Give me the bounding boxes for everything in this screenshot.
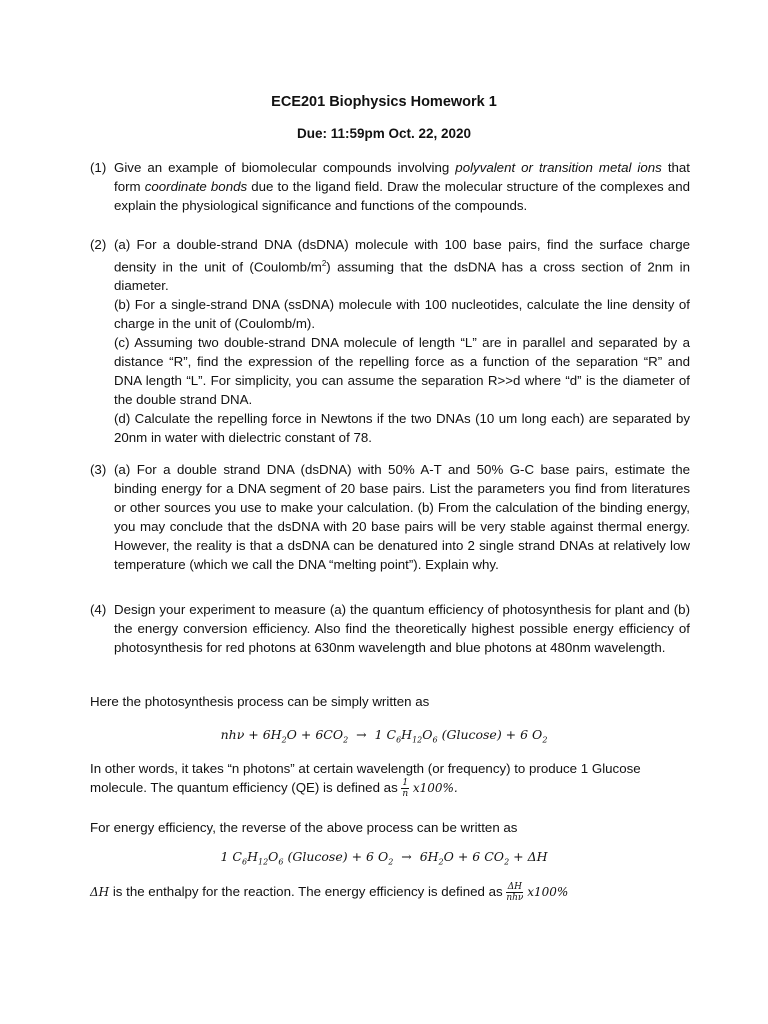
question-text: Give an example of biomolecular compounds involving polyvalent or transition metal ions that form coordinate bonds due to the ligand field. Draw the molecular structure of the complexes and explain the physiological significance and functions of the compounds. xyxy=(114,160,690,213)
question-part-a: (a) For a double-strand DNA (dsDNA) molecule with 100 base pairs, find the surface charge density in the unit of $(Coulomb/m^2)$ assuming that the dsDNA has a cross section of 2nm in diameter. xyxy=(114,237,690,294)
due-date: Due: 11:59pm Oct. 22, 2020 xyxy=(296,126,472,141)
question-3 xyxy=(90,460,690,574)
ee-fraction: $\frac{\Delta H}{\text{nhν}}$ xyxy=(506,882,524,903)
question-text: (a) For a double strand DNA (dsDNA) with 50% A-T and 50% G-C base pairs, estimate the binding energy for a DNA segment of 20 base pairs. List the parameters you find from literatures or other sources you use to make your calculation. (b) From the calculation of the binding energy, you may conclude that the dsDNA with 20 base pairs will be very stable against thermal energy. However, the reality is that a dsDNA can be denatured into 2 single strand DNAs at relatively low temperature (which we call the DNA “melting point”). Explain why. xyxy=(114,462,690,572)
question-part-c: (c) Assuming two double-strand DNA molecule of length “L” are in parallel and separated by a distance “R”, find the expression of the repelling force as a function of the separation “R” and DNA length “L”. For simplicity, you can assume the separation R>>d where “d” is the diameter of the double strand DNA. xyxy=(114,335,690,408)
question-part-b: (b) For a single-strand DNA (ssDNA) molecule with 100 nucleotides, calculate the line density of charge in the unit of (Coulomb/m). xyxy=(114,297,690,332)
quantum-efficiency-paragraph: In other words, it takes “n photons” at certain wavelength (or frequency) to produce 1 Glucose molecule. The quantum efficiency (QE) is defined as $\frac{1}{n}$ x100%. xyxy=(90,761,641,799)
question-number: (4) xyxy=(90,602,107,617)
energy-intro: For energy efficiency, the reverse of the above process can be written as xyxy=(90,820,518,835)
question-1 xyxy=(90,158,690,215)
question-text: Design your experiment to measure (a) the quantum efficiency of photosynthesis for plant and (b) the energy conversion efficiency. Also find the theoretically highest possible energy efficiency of photosynthesis for red photons at 630nm wavelength and blue photons at 480nm wavelength. xyxy=(114,602,690,655)
photosynthesis-equation: $nh\nu + 6H_2O + 6CO_2 \to 1$ $C_6H_{12}O_6$ (Glucose) + 6 $O_2$ xyxy=(220,727,548,745)
question-2 xyxy=(90,235,690,447)
qe-fraction: $\frac{1}{n}$ xyxy=(402,778,409,799)
photosynthesis-intro: Here the photosynthesis process can be simply written as xyxy=(90,694,430,709)
question-part-d: (d) Calculate the repelling force in Newtons if the two DNAs (10 um long each) are separated by 20nm in water with dielectric constant of 78. xyxy=(114,411,690,446)
question-number: (1) xyxy=(90,160,107,175)
energy-efficiency-paragraph: ΔH is the enthalpy for the reaction. The energy efficiency is defined as $\frac{\Delta H}{\text{nhν}}$ x100% xyxy=(90,882,569,903)
reverse-equation: 1 $C_6H_{12}O_6$ (Glucose) + 6 $O_2 \to 6H_2O + 6$ $CO_2 + \Delta H$ xyxy=(220,849,548,867)
question-4 xyxy=(90,600,690,657)
page-title: ECE201 Biophysics Homework 1 xyxy=(271,94,497,110)
question-number: (3) xyxy=(90,462,107,477)
question-number: (2) xyxy=(90,237,107,252)
